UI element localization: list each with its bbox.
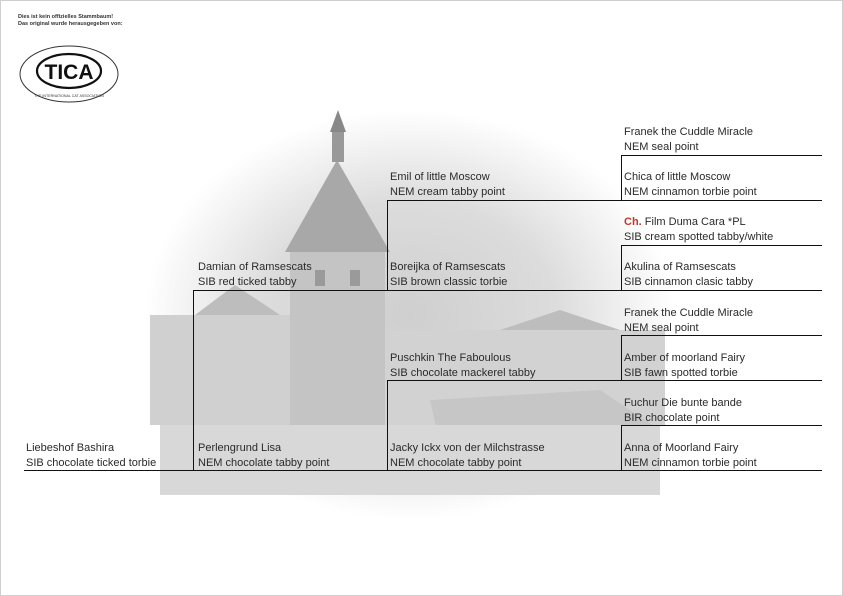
pedigree-line (621, 335, 622, 380)
tica-logo-ring-text: THE INTERNATIONAL CAT ASSOCIATION (34, 94, 104, 98)
cat-breed: NEM chocolate tabby point (198, 457, 330, 469)
disclaimer-line-2: Das original wurde herausgegeben von: (18, 21, 123, 27)
cat-name: Liebeshof Bashira (26, 442, 115, 454)
cat-name: Perlengrund Lisa (198, 442, 282, 454)
dam (198, 441, 329, 471)
pedigree-line (387, 200, 822, 201)
cat-breed: NEM seal point (624, 322, 699, 334)
cat-breed: SIB chocolate mackerel tabby (390, 367, 536, 379)
cat-breed: NEM cream tabby point (390, 186, 505, 198)
cat-breed: NEM cinnamon torbie point (624, 457, 757, 469)
cat-name: Franek the Cuddle Miracle (624, 126, 754, 138)
cat-name: Emil of little Moscow (390, 171, 490, 183)
great-grandparent-1 (624, 125, 753, 155)
champion-title: Ch. (624, 216, 642, 228)
cat-breed: SIB chocolate ticked torbie (26, 457, 157, 469)
great-grandparent-7 (624, 396, 742, 426)
grandsire-paternal (390, 170, 505, 200)
sire (198, 260, 312, 290)
cat-name: Franek the Cuddle Miracle (624, 307, 754, 319)
cat-breed: SIB fawn spotted torbie (624, 367, 738, 379)
cat-name: Jacky Ickx von der Milchstrasse (390, 442, 545, 454)
cat-name: Chica of little Moscow (624, 171, 731, 183)
cat-breed: NEM cinnamon torbie point (624, 186, 757, 198)
granddam-maternal (390, 441, 545, 471)
cat-breed: SIB brown classic torbie (390, 276, 508, 288)
cat-name: Fuchur Die bunte bande (624, 397, 743, 409)
grandsire-maternal (390, 351, 536, 381)
cat-name: Damian of Ramsescats (198, 261, 312, 273)
pedigree-line (193, 290, 822, 291)
tica-logo (18, 44, 120, 104)
cat-breed: BIR chocolate point (624, 412, 720, 424)
disclaimer-line-1: Dies ist kein offizielles Stammbaum! (18, 14, 114, 20)
granddam-paternal (390, 260, 507, 290)
cat-name: Film Duma Cara *PL (644, 216, 746, 228)
cat-name: Anna of Moorland Fairy (624, 442, 739, 454)
cat-breed: NEM chocolate tabby point (390, 457, 522, 469)
subject-cat (26, 441, 156, 471)
pedigree-line (621, 155, 622, 200)
tica-logo-acronym: TICA (44, 61, 94, 84)
cat-breed: NEM seal point (624, 141, 699, 153)
cat-breed: SIB cream spotted tabby/white (624, 231, 774, 243)
pedigree-line (387, 200, 388, 290)
cat-breed: SIB red ticked tabby (198, 276, 297, 288)
pedigree-line (621, 245, 622, 290)
pedigree-line (193, 290, 194, 470)
cat-name: Boreijka of Ramsescats (390, 261, 506, 273)
great-grandparent-4 (624, 260, 753, 290)
pedigree-line (387, 380, 388, 470)
cat-name-line (624, 215, 773, 230)
cat-name: Puschkin The Faboulous (390, 352, 511, 364)
great-grandparent-3 (624, 215, 773, 245)
great-grandparent-2 (624, 170, 757, 200)
great-grandparent-8 (624, 441, 757, 471)
cat-name: Amber of moorland Fairy (624, 352, 746, 364)
cat-name: Akulina of Ramsescats (624, 261, 736, 273)
great-grandparent-5 (624, 306, 753, 336)
pedigree-line (621, 245, 822, 246)
pedigree-line (621, 155, 822, 156)
great-grandparent-6 (624, 351, 745, 381)
cat-breed: SIB cinnamon clasic tabby (624, 276, 754, 288)
pedigree-line (621, 425, 622, 470)
